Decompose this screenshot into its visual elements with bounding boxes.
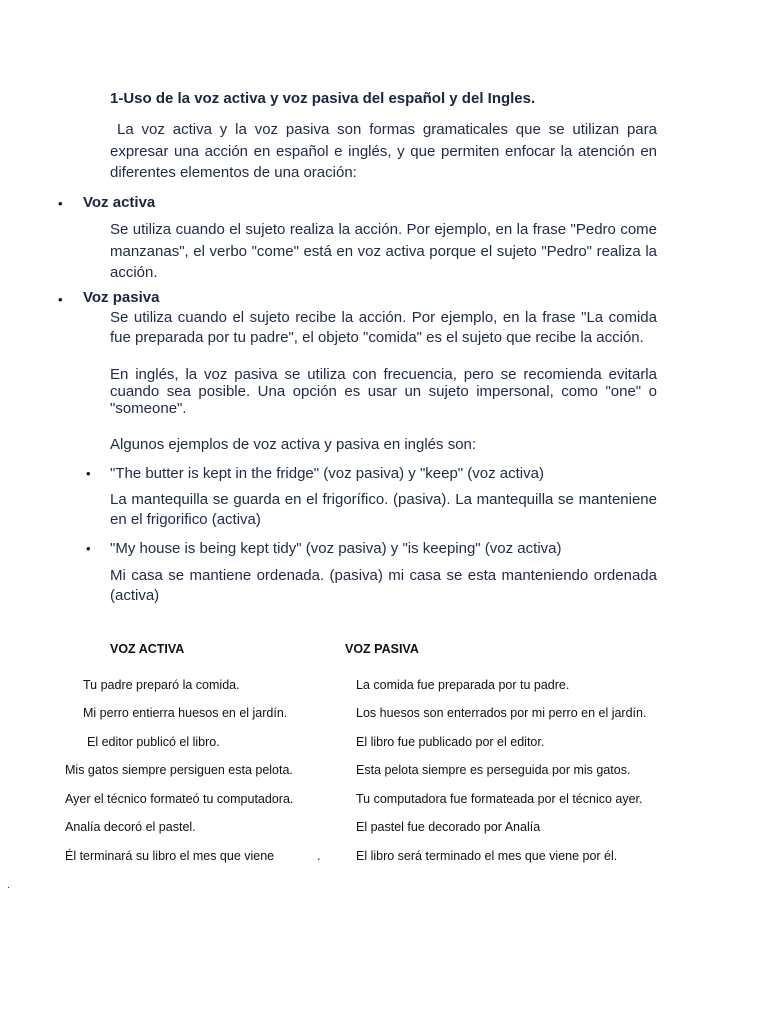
example-2-spanish: Mi casa se mantiene ordenada. (pasiva) mi casa se esta manteniendo ordenada (activa)	[110, 567, 657, 604]
document-title: 1-Uso de la voz activa y voz pasiva del español y del Ingles.	[110, 90, 536, 107]
table-cell-pasiva: La comida fue preparada por tu padre.	[356, 678, 570, 692]
voz-pasiva-heading: Voz pasiva	[83, 289, 160, 306]
example-1-english: "The butter is kept in the fridge" (voz pasiva) y "keep" (voz activa)	[110, 465, 544, 482]
table-cell-activa: Ayer el técnico formateó tu computadora.	[65, 792, 294, 806]
table-cell-pasiva: Tu computadora fue formateada por el técnico ayer.	[356, 792, 643, 806]
table-header-voz-pasiva: VOZ PASIVA	[345, 642, 419, 656]
table-cell-activa: El editor publicó el libro.	[87, 735, 220, 749]
table-cell-activa: Mi perro entierra huesos en el jardín.	[83, 706, 288, 720]
table-cell-activa: Tu padre preparó la comida.	[83, 678, 240, 692]
bullet-example-1: •	[86, 466, 91, 481]
bullet-example-2: •	[86, 541, 91, 556]
table-cell-pasiva: Los huesos son enterrados por mi perro en el jardín.	[356, 706, 647, 720]
voz-activa-heading: Voz activa	[83, 194, 156, 211]
example-1-spanish: La mantequilla se guarda en el frigorífico. (pasiva). La mantequilla se manteniene en el frigorifico (activa)	[110, 491, 657, 528]
intro-paragraph: La voz activa y la voz pasiva son formas gramaticales que se utilizan para expresar una acción en español e inglés, y que permiten enfocar la atención en diferentes elementos de una oración:	[110, 121, 657, 181]
table-cell-activa: Analía decoró el pastel.	[65, 820, 196, 834]
examples-intro: Algunos ejemplos de voz activa y pasiva en inglés son:	[110, 436, 477, 453]
table-cell-activa: Mis gatos siempre persiguen esta pelota.	[65, 763, 293, 777]
bullet-voz-activa: •	[58, 196, 63, 211]
table-cell-pasiva: El libro fue publicado por el editor.	[356, 735, 545, 749]
table-stray-dot: .	[317, 849, 321, 863]
example-2-english: "My house is being kept tidy" (voz pasiva) y "is keeping" (voz activa)	[110, 540, 562, 557]
page-mark: .	[7, 880, 10, 891]
table-cell-activa: Él terminará su libro el mes que viene	[65, 849, 275, 863]
table-cell-pasiva: El pastel fue decorado por Analía	[356, 820, 541, 834]
table-cell-pasiva: El libro será terminado el mes que viene por él.	[356, 849, 618, 863]
bullet-voz-pasiva: •	[58, 292, 63, 307]
voz-activa-paragraph: Se utiliza cuando el sujeto realiza la acción. Por ejemplo, en la frase "Pedro come manzanas", el verbo "come" está en voz activa porque el sujeto "Pedro" realiza la acción.	[110, 221, 657, 281]
voz-pasiva-paragraph: Se utiliza cuando el sujeto recibe la acción. Por ejemplo, en la frase "La comida fue preparada por tu padre", el objeto "comida" es el sujeto que recibe la acción.	[110, 309, 657, 346]
voz-pasiva-paragraph-2: En inglés, la voz pasiva se utiliza con frecuencia, pero se recomienda evitarla cuando sea posible. Una opción es usar un sujeto impersonal, como "one" o "someone".	[110, 366, 657, 417]
table-cell-pasiva: Esta pelota siempre es perseguida por mis gatos.	[356, 763, 631, 777]
table-header-voz-activa: VOZ ACTIVA	[110, 642, 185, 656]
